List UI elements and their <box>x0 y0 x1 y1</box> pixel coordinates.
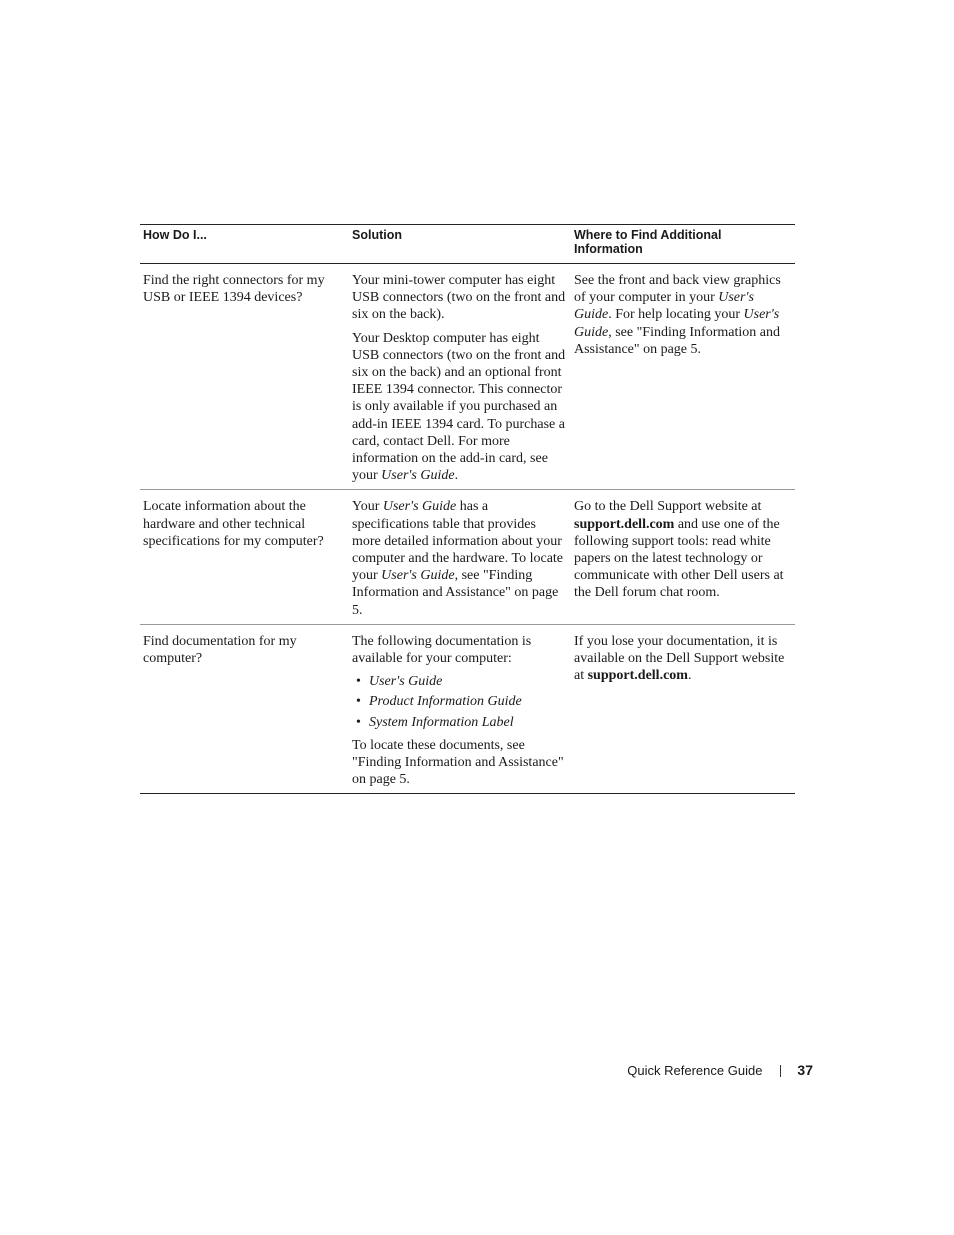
list-item: • User's Guide <box>356 674 443 690</box>
where-cell <box>571 624 795 794</box>
bullet-icon: • <box>356 674 361 690</box>
how-text: Find the right connectors for my USB or IEEE 1394 devices? <box>143 273 325 306</box>
how-do-i-table <box>140 224 795 794</box>
solution-cell <box>349 264 571 490</box>
solution-cell <box>349 490 571 624</box>
users-guide-ref: User's Guide <box>381 568 455 584</box>
header-solution: Solution <box>349 225 571 264</box>
users-guide-ref: User's Guide <box>382 499 457 515</box>
list-item: • Product Information Guide <box>356 694 522 710</box>
header-how-do-i: How Do I... <box>140 225 349 264</box>
table-row <box>140 624 795 794</box>
how-cell <box>140 624 349 794</box>
solution-paragraph: Your Desktop computer has eight USB connectors (two on the front and six on the back) and an optional front IEEE 1394 connector. This connector is only available if you purchased an add-in IEEE 1394 card. To purchase a card, contact Dell. For more information on the add-in card, see your User's Guide. <box>352 330 566 484</box>
users-guide-ref: User's Guide <box>574 290 754 323</box>
solution-paragraph: To locate these documents, see "Finding Information and Assistance" on page 5. <box>352 737 564 788</box>
table-header-row <box>140 225 795 264</box>
how-text: Locate information about the hardware and other technical specifications for my computer? <box>143 499 324 549</box>
page-footer <box>627 1062 813 1078</box>
how-text: Find documentation for my computer? <box>143 633 297 667</box>
solution-paragraph: Your mini-tower computer has eight USB connectors (two on the front and six on the back). <box>352 273 566 323</box>
where-paragraph: If you lose your documentation, it is available on the Dell Support website at support.dell.com. <box>574 633 785 684</box>
support-link[interactable]: support.dell.com <box>587 668 688 684</box>
users-guide-ref: User's Guide <box>381 468 455 484</box>
solution-paragraph: The following documentation is available for your computer: <box>352 633 532 667</box>
where-cell <box>571 264 795 490</box>
table-row <box>140 264 795 490</box>
table-row <box>140 490 795 624</box>
solution-paragraph: Your User's Guide has a specifications table that provides more detailed information about your computer and the hardware. To locate your User's Guide, see "Finding Information and Assistance" on page 5. <box>352 499 564 618</box>
page-number: 37 <box>797 1062 813 1078</box>
where-paragraph: See the front and back view graphics of your computer in your User's Guide. For help locating your User's Guide, see "Finding Information and Assistance" on page 5. <box>574 273 781 357</box>
list-item: • System Information Label <box>356 714 514 730</box>
support-link[interactable]: support.dell.com <box>574 516 675 532</box>
footer-divider <box>780 1065 781 1077</box>
bullet-icon: • <box>356 714 361 730</box>
bullet-icon: • <box>356 694 361 710</box>
how-cell <box>140 264 349 490</box>
header-where-to-find: Where to Find Additional Information <box>571 225 795 264</box>
users-guide-ref: User's Guide <box>574 307 780 340</box>
how-cell <box>140 490 349 624</box>
documentation-list <box>352 673 568 731</box>
footer-guide-name: Quick Reference Guide <box>627 1063 763 1078</box>
where-cell <box>571 490 795 624</box>
where-paragraph: Go to the Dell Support website at support.dell.com and use one of the following support tools: read white papers on the latest technology or communicate with other Dell users at the Dell forum chat room. <box>574 499 784 601</box>
solution-cell <box>349 624 571 794</box>
